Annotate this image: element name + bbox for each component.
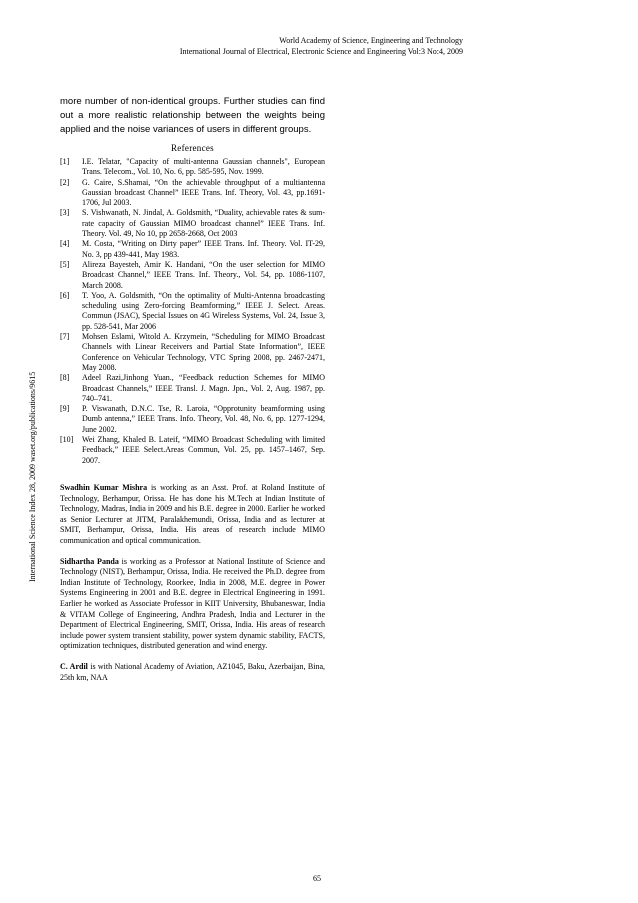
reference-item xyxy=(60,178,325,209)
author-bio xyxy=(60,662,325,683)
references-list xyxy=(60,157,325,466)
body-paragraph: more number of non-identical groups. Further studies can find out a more realistic relationship between the weights being applied and the noise variances of users in different groups. xyxy=(60,96,325,135)
author-bio-text: is with National Academy of Aviation, AZ1045, Baku, Azerbaijan, Bina, 25th km, NAA xyxy=(60,661,325,682)
reference-text: G. Caire, S.Shamai, “On the achievable throughput of a multiantenna Gaussian broadcast Channel” IEEE Trans. Inf. Theory, Vol. 43, pp.1691-1706, Jul 2003. xyxy=(82,177,325,208)
journal-header xyxy=(180,35,463,57)
author-bio-text: is working as a Professor at National Institute of Science and Technology (NIST), Berhampur, Orissa, India. He received the Ph.D. degree from Indian Institute of Technology, Roorkee, India in 2008, M.E. degree in Power Systems Engineering in 2001 and B.E. degree in Electrical Engineering in 1991. Earlier he worked as Associate Professor in KIIT University, Bhubaneswar, India & VITAM College of Engineering, Andhra Pradesh, India and Lecturer in the Department of Electrical Engineering, SMIT, Orissa, India. His areas of research include power system transient stability, power system dynamic stability, FACTS, optimization techniques, distributed generation and wind energy. xyxy=(60,556,326,651)
header-line-1: World Academy of Science, Engineering and Technology xyxy=(279,36,463,45)
reference-text: S. Vishwanath, N. Jindal, A. Goldsmith, “Duality, achievable rates & sum-rate capacity of Gaussian MIMO broadcast channel” IEEE Trans. Inf. Theory. Vol. 49, No 10, pp 2658-2668, Oct 2003 xyxy=(82,208,325,239)
reference-item xyxy=(60,239,325,260)
reference-text: P. Viswanath, D.N.C. Tse, R. Laroia, “Opprotunity beamforming using Dumb antenna,” IEEE Trans. Info. Theory, Vol. 48, No. 6, pp. 1277-1294, June 2002. xyxy=(82,404,325,434)
author-bio xyxy=(60,557,325,652)
reference-number: [8] xyxy=(60,373,70,383)
reference-text: T. Yoo, A. Goldsmith, “On the optimality of Multi-Antenna broadcasting scheduling using Zero-forcing Beamforming,” IEEE J. Select. Areas. Commun (JSAC), Special Issues on 4G Wireless Systems, Vol. 24, Issue 3, pp. 528-541, Mar 2006 xyxy=(82,290,325,331)
page-number: 65 xyxy=(313,874,321,883)
author-bio xyxy=(60,483,325,547)
author-name: C. Ardil xyxy=(60,661,88,671)
reference-number: [6] xyxy=(60,290,70,300)
reference-number: [2] xyxy=(60,177,70,187)
reference-item xyxy=(60,435,325,466)
references-heading: References xyxy=(171,143,214,153)
header-line-2: International Journal of Electrical, Electronic Science and Engineering Vol:3 No:4, 2009 xyxy=(179,47,463,56)
reference-number: [1] xyxy=(60,157,70,166)
author-name: Sidhartha Panda xyxy=(60,556,119,566)
reference-text: Alireza Bayesteh, Amir K. Handani, “On the user selection for MIMO Broadcast Channel,” IEEE Trans. Inf. Theory., Vol. 54, pp. 1086-1107, March 2008. xyxy=(82,259,325,290)
reference-item xyxy=(60,332,325,373)
reference-number: [3] xyxy=(60,208,70,218)
reference-item xyxy=(60,208,325,239)
reference-number: [7] xyxy=(60,332,70,342)
author-bio-text: is working as an Asst. Prof. at Roland Institute of Technology, Berhampur, Orissa. He has done his M.Tech at Indian Institute of Technology, Madras, India in 2009 and his B.E. degree in 2000. Earlier he worked as Senior Lecturer at JITM, Paralakhemundi, Orissa, India and as lecturer at SMIT, Berhampur, Orissa, India. His areas of research include MIMO communication and optical communication. xyxy=(60,483,325,545)
author-bios xyxy=(60,483,325,693)
author-name: Swadhin Kumar Mishra xyxy=(60,483,148,492)
reference-number: [4] xyxy=(60,239,70,249)
reference-text: Wei Zhang, Khaled B. Lateif, “MIMO Broadcast Scheduling with limited Feedback,” IEEE Select.Areas Commun, Vol. 25, pp. 1457–1467, Sep. 2007. xyxy=(82,435,325,465)
reference-item xyxy=(60,291,325,332)
reference-number: [5] xyxy=(60,259,70,269)
reference-item xyxy=(60,373,325,404)
reference-text: Mohsen Eslami, Witold A. Krzymein, “Scheduling for MIMO Broadcast Channels with Linear Receivers and Partial State Information”, IEEE Conference on Vehicular Technology, VTC Spring 2008, pp. 2467-2471, May 2008. xyxy=(82,332,325,372)
reference-text: Adeel Razi,Jinhong Yuan., “Feedback reduction Schemes for MIMO Broadcast Channels,” IEEE Transl. J. Magn. Jpn., Vol. 2, Aug. 1987, pp. 740–741. xyxy=(82,373,325,403)
reference-text: M. Costa, “Writing on Dirty paper” IEEE Trans. Inf. Theory. Vol. IT-29, No. 3, pp 439-441, May 1983. xyxy=(82,239,325,259)
reference-item xyxy=(60,404,325,435)
reference-item xyxy=(60,157,325,178)
reference-number: [9] xyxy=(60,404,70,414)
reference-number: [10] xyxy=(60,435,74,445)
sidebar-index-text: International Science Index 28, 2009 waset.org/publications/9615 xyxy=(28,371,37,582)
reference-item xyxy=(60,260,325,291)
reference-text: I.E. Telatar, "Capacity of multi-antenna Gaussian channels", European Trans. Telecom., Vol. 10, No. 6, pp. 585-595, Nov. 1999. xyxy=(82,157,325,177)
